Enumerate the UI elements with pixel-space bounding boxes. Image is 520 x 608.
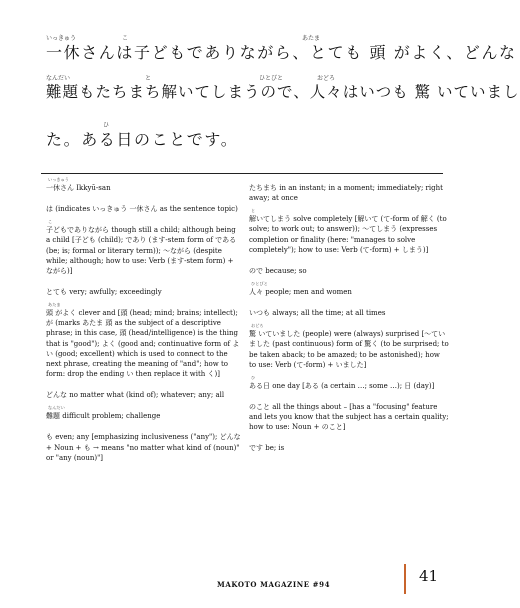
vocab-entry: [46, 383, 242, 400]
vocab-text: のこと all the things about – [has a "focusing" feature and lets you know that the subject has a certain quality; how to use: Noun + のこと]: [249, 402, 449, 432]
vocab-text: 難題 difficult problem; challenge: [46, 412, 161, 421]
ruby-1-0: いっきゅう: [46, 35, 77, 42]
vocab-text: とても very; awfully; exceedingly: [46, 287, 162, 296]
vocab-furigana: [46, 280, 242, 287]
page-number: 41: [419, 567, 439, 585]
vocab-column-right: [249, 176, 449, 458]
page-accent-bar: [404, 564, 406, 594]
vocab-furigana: [249, 259, 449, 266]
ruby-3-0: ひ: [103, 122, 110, 129]
vocab-furigana: こ: [48, 219, 53, 225]
vocab-entry: [249, 280, 449, 297]
vocab-furigana: [249, 436, 449, 443]
vocab-furigana: と: [251, 208, 256, 214]
vocab-column-left: [46, 176, 242, 467]
story-line-1: [46, 33, 517, 67]
vocab-furigana: おどろ: [251, 323, 264, 329]
vocab-text: いつも always; all the time; at all times: [249, 309, 386, 318]
vocab-furigana: なんだい: [48, 405, 65, 411]
magazine-name: MAKOTO MAGAZINE #94: [217, 580, 331, 589]
story-line-3: [46, 120, 453, 154]
vocab-furigana: [249, 176, 449, 183]
vocab-entry: [46, 280, 242, 297]
vocab-entry: [46, 176, 242, 193]
vocab-furigana: あたま: [48, 302, 61, 308]
vocab-entry: [249, 436, 449, 453]
vocab-entry: [46, 404, 242, 421]
ruby-1-1: こ: [122, 35, 129, 42]
vocab-furigana: いっきゅう: [48, 177, 69, 182]
vocab-text: は (indicates いっきゅう 一休さん as the sentence topic): [46, 205, 238, 214]
vocab-furigana: [249, 301, 449, 308]
vocab-entry: [249, 395, 449, 432]
ruby-2-0: なんだい: [46, 75, 71, 82]
story-text-2: 難題もたちまち解いてしまうので、人々はいつも 驚 いていまし: [46, 83, 520, 101]
vocab-text: です be; is: [249, 444, 285, 453]
vocab-text: 頭 がよく clever and [頭 (head; mind; brains; intellect); が (marks あたま 頭 as the subject of a descriptive phrase; in this case, 頭 (head/intelligence) is the thing that is "good"); よく (good and; continuative form of よい (good; excellent) which is used to connect to the next phrase, creating the meaning of "and"; how to form: drop the ending い then replace it with く)]: [46, 309, 240, 378]
ruby-2-1: と: [145, 75, 152, 82]
section-divider: [41, 173, 443, 174]
vocab-entry: [46, 218, 242, 276]
vocab-text: ある日 one day [ある (a certain …; some …); 日 (day)]: [249, 381, 435, 390]
vocab-furigana: [46, 197, 242, 204]
story-text-1: 一休さんは子どもでありながら、とても 頭 がよく、どんな: [46, 43, 517, 62]
vocab-text: どんな no matter what (kind of); whatever; any; all: [46, 391, 225, 400]
vocab-text: も even; any [emphasizing inclusiveness ("any"); どんな + Noun + も → means "no matter what kind of (noun)" or "any (noun)"]: [46, 433, 241, 462]
vocab-text: たちまち in an instant; in a moment; immediately; right away; at once: [249, 184, 443, 203]
vocab-furigana: ひとびと: [251, 280, 268, 286]
vocab-text: 驚 いていました (people) were (always) surprised [～ていました (past continuous) form of 驚く (to be surprised; to be taken aback; to be amazed; to be astonished); how to use: Verb (て-form) + いました]: [249, 330, 449, 369]
ruby-1-2: あたま: [302, 35, 321, 42]
vocab-furigana: [46, 425, 242, 432]
story-text-3: た。ある日のことです。: [46, 130, 239, 149]
story-line-2: [46, 73, 520, 107]
vocab-furigana: [249, 395, 449, 402]
vocab-entry: [249, 374, 449, 391]
vocab-furigana: ひ: [251, 374, 256, 380]
vocab-furigana: [46, 383, 242, 390]
vocab-text: 解いてしまう solve completely [解いて (て-form of 解く (to solve; to work out; to answer)); ～てしまう (expresses completion or finality (here: "manages to solve completely"); how to use: Verb (て-form) + しまう)]: [249, 215, 447, 254]
vocab-text: ので because; so: [249, 266, 307, 275]
vocab-text: 一休さん Ikkyū-san: [46, 184, 111, 192]
vocab-entry: [249, 259, 449, 276]
ruby-2-3: おどろ: [317, 75, 336, 82]
vocab-entry: [46, 197, 242, 214]
vocab-text: 人々 people; men and women: [249, 287, 352, 296]
vocab-entry: [249, 301, 449, 318]
vocab-text: 子どもでありながら though still a child; although being a child [子ども (child); であり (ます-stem form of である (be; is; formal or literary term)); ～ながら (despite while; although; how to use: Verb (ます-stem form) + ながら)]: [46, 226, 237, 275]
vocab-entry: [249, 322, 449, 370]
vocab-entry: [46, 425, 242, 462]
vocab-entry: [46, 301, 242, 379]
ruby-2-2: ひとびと: [259, 75, 284, 82]
vocab-entry: [249, 176, 449, 203]
vocab-entry: [249, 207, 449, 255]
